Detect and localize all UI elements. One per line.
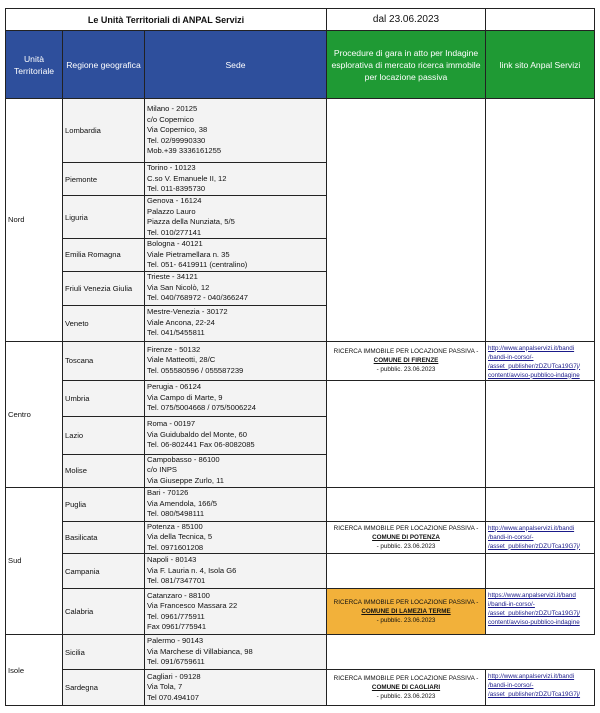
sede-line: Tel. 075/5004668 / 075/5006224 [147,403,256,413]
sede-line: Via Guidubaldo del Monte, 60 [147,429,247,439]
sede-cell [145,271,327,305]
procedure-city: COMUNE DI FIRENZE [373,357,439,364]
procedure-cell [327,589,486,635]
procedure-empty-cell [327,99,486,342]
sede-line: Viale Matteotti, 28/C [147,355,216,365]
empty-top-cell [486,9,595,31]
table-row [6,670,595,706]
link-line[interactable]: /bandi-in-corso/- [488,533,534,541]
region-cell: Basilicata [63,521,145,554]
sede-cell [145,589,327,635]
header-procedure: Procedure di gara in atto per Indagine esplorativa di mercato ricerca immobile per locazione passiva [327,31,486,99]
link-empty-cell [486,487,595,521]
sede-line: Piazza della Nunziata, 5/5 [147,217,235,226]
unit-nord: Nord [6,99,63,342]
sede-line: Tel. 040/768972 - 040/366247 [147,293,248,303]
sede-line: Tel 070.494107 [147,692,199,702]
sede-line: Via San Nicolò, 12 [147,282,210,292]
sede-line: c/o INPS [147,465,177,475]
sede-line: Tel. 02/99990330 [147,135,206,145]
region-cell: Puglia [63,487,145,521]
sede-line: Catanzaro - 88100 [147,590,210,600]
link-line[interactable]: /bandi-in-corso/- [488,353,534,361]
link-empty-cell [486,99,595,342]
sede-line: Tel. 081/7347701 [147,576,206,586]
sede-line: Cagliari - 09128 [147,671,201,681]
sede-cell [145,196,327,239]
sede-line: Mestre-Venezia - 30172 [147,307,228,317]
sede-line: Tel. 055580596 / 055587239 [147,365,244,375]
sede-cell [145,239,327,272]
link-line[interactable]: /asset_publisher/zDZUTca19G7j/ [488,542,581,550]
sede-cell [145,163,327,196]
region-cell: Campania [63,554,145,589]
sede-line: Via Marchese di Villabianca, 98 [147,646,253,656]
region-cell: Liguria [63,196,145,239]
procedure-text: RICERCA IMMOBILE PER LOCAZIONE PASSIVA - [333,675,479,682]
sede-line: Bari - 70126 [147,488,189,498]
link-line[interactable]: content/avviso-pubblico-indagine [488,371,580,379]
sede-line: Tel. 010/277141 [147,227,202,237]
link-line[interactable]: https://www.anpalservizi.it/band [488,592,576,599]
sede-line: Perugia - 06124 [147,382,202,392]
procedure-date: - pubblic. 23.06.2023 [376,617,436,624]
sede-line: Via Francesco Massara 22 [147,601,238,610]
link-line[interactable]: content/avviso-pubblico-indagine [488,619,580,626]
procedure-text: RICERCA IMMOBILE PER LOCAZIONE PASSIVA - [333,599,479,606]
procedure-cell [327,521,486,554]
sede-line: Fax 0961/775941 [147,622,207,631]
unit-isole: Isole [6,635,63,706]
sede-line: Via F. Lauria n. 4, Isola G6 [147,565,237,575]
document-date: dal 23.06.2023 [327,9,486,31]
sede-line: Tel. 06-802441 Fax 06-8082085 [147,440,255,450]
sede-cell [145,554,327,589]
sede-line: Via Amendola, 166/5 [147,498,217,508]
sede-line: C.so V. Emanuele II, 12 [147,173,227,183]
sede-line: Via Campo di Marte, 9 [147,392,223,402]
sede-cell [145,99,327,163]
announcement-link[interactable] [486,670,595,706]
region-cell: Piemonte [63,163,145,196]
sede-cell [145,341,327,380]
sede-line: Genova - 16124 [147,196,202,205]
anpal-units-table [5,8,595,706]
region-cell: Toscana [63,341,145,380]
sede-line: Potenza - 85100 [147,521,203,531]
sede-line: Napoli - 80143 [147,555,197,565]
table-row [6,554,595,589]
procedure-date: - pubblic. 23.06.2023 [376,693,436,700]
sede-line: Via della Tecnica, 5 [147,532,213,541]
sede-line: Milano - 20125 [147,104,198,114]
table-row [6,487,595,521]
sede-cell [145,635,327,670]
header-unit: Unità Territoriale [6,31,63,99]
header-sede: Sede [145,31,327,99]
sede-cell [145,305,327,341]
link-line[interactable]: http://www.anpalservizi.it/bandi [488,344,575,352]
region-cell: Emilia Romagna [63,239,145,272]
sede-line: Viale Ancona, 22-24 [147,317,215,327]
sede-line: Via Tola, 7 [147,682,183,692]
link-line[interactable]: /asset_publisher/zDZUTca19G7j/ [488,691,581,698]
sede-cell [145,521,327,554]
table-row [6,341,595,380]
sede-line: Mob.+39 3336161255 [147,146,222,156]
table-row [6,589,595,635]
procedure-empty-cell [327,487,486,521]
announcement-link[interactable] [486,589,595,635]
procedure-city: COMUNE DI POTENZA [372,533,440,541]
procedure-cell [327,670,486,706]
table-row [6,380,595,416]
link-line[interactable]: /asset_publisher/zDZUTca19G7j/ [488,362,581,370]
unit-sud: Sud [6,487,63,635]
region-cell: Molise [63,454,145,487]
sede-line: Tel. 0971601208 [147,542,204,552]
sede-line: Tel. 011-8395730 [147,184,206,194]
region-cell: Lazio [63,416,145,454]
table-row [6,635,595,670]
announcement-link[interactable] [486,341,595,380]
header-link: link sito Anpal Servizi [486,31,595,99]
sede-cell [145,454,327,487]
sede-cell [145,380,327,416]
sede-line: Roma - 00197 [147,419,196,429]
procedure-empty-cell [327,380,486,487]
procedure-date: - pubblic. 23.06.2023 [376,366,436,373]
document-title: Le Unità Territoriali di ANPAL Servizi [6,9,327,31]
region-cell: Friuli Venezia Giulia [63,271,145,305]
sede-line: Via Giuseppe Zurlo, 11 [147,475,224,485]
sede-line: Tel. 051- 6419911 (centralino) [147,260,248,269]
header-region: Regione geografica [63,31,145,99]
region-cell: Sardegna [63,670,145,706]
sede-line: Tel. 0961/775911 [147,611,205,621]
region-cell: Sicilia [63,635,145,670]
unit-centro: Centro [6,341,63,487]
procedure-empty-cell [327,554,486,589]
sede-line: Bologna - 40121 [147,239,203,248]
sede-line: Firenze - 50132 [147,344,201,354]
link-line[interactable]: http://www.anpalservizi.it/bandi [488,673,575,680]
sede-line: c/o Copernico [147,114,194,124]
region-cell: Lombardia [63,99,145,163]
procedure-text: RICERCA IMMOBILE PER LOCAZIONE PASSIVA - [333,524,479,532]
sede-line: Palazzo Lauro [147,206,196,216]
link-line[interactable]: /asset_publisher/zDZUTca19G7j/ [488,610,581,617]
procedure-date: - pubblic. 23.06.2023 [376,542,436,550]
sede-cell [145,670,327,706]
procedure-city: COMUNE DI LAMEZIA TERME [361,608,451,615]
sede-line: Campobasso - 86100 [147,454,220,464]
sede-line: Torino - 10123 [147,163,196,173]
table-row [6,521,595,554]
sede-line: Tel. 041/5455811 [147,328,205,338]
sede-line: Via Copernico, 38 [147,125,208,135]
procedure-city: COMUNE DI CAGLIARI [371,684,441,691]
sede-line: Tel. 080/5498111 [147,509,205,519]
region-cell: Calabria [63,589,145,635]
table-row [6,99,595,163]
sede-cell [145,416,327,454]
link-empty-cell [486,554,595,589]
link-line[interactable]: /bandi-in-corso/- [488,682,534,689]
region-cell: Umbria [63,380,145,416]
announcement-link[interactable] [486,521,595,554]
sede-cell [145,487,327,521]
region-cell: Veneto [63,305,145,341]
procedure-text: RICERCA IMMOBILE PER LOCAZIONE PASSIVA - [333,348,479,355]
sede-line: Palermo - 90143 [147,636,204,646]
link-line[interactable]: http://www.anpalservizi.it/bandi [488,524,575,532]
sede-line: Trieste - 34121 [147,272,198,282]
link-line[interactable]: i/bandi-in-corso/- [488,601,535,608]
link-empty-cell [486,380,595,487]
sede-line: Tel. 091/6759611 [147,657,205,667]
sede-line: Viale Pietramellara n. 35 [147,249,230,259]
procedure-cell [327,341,486,380]
